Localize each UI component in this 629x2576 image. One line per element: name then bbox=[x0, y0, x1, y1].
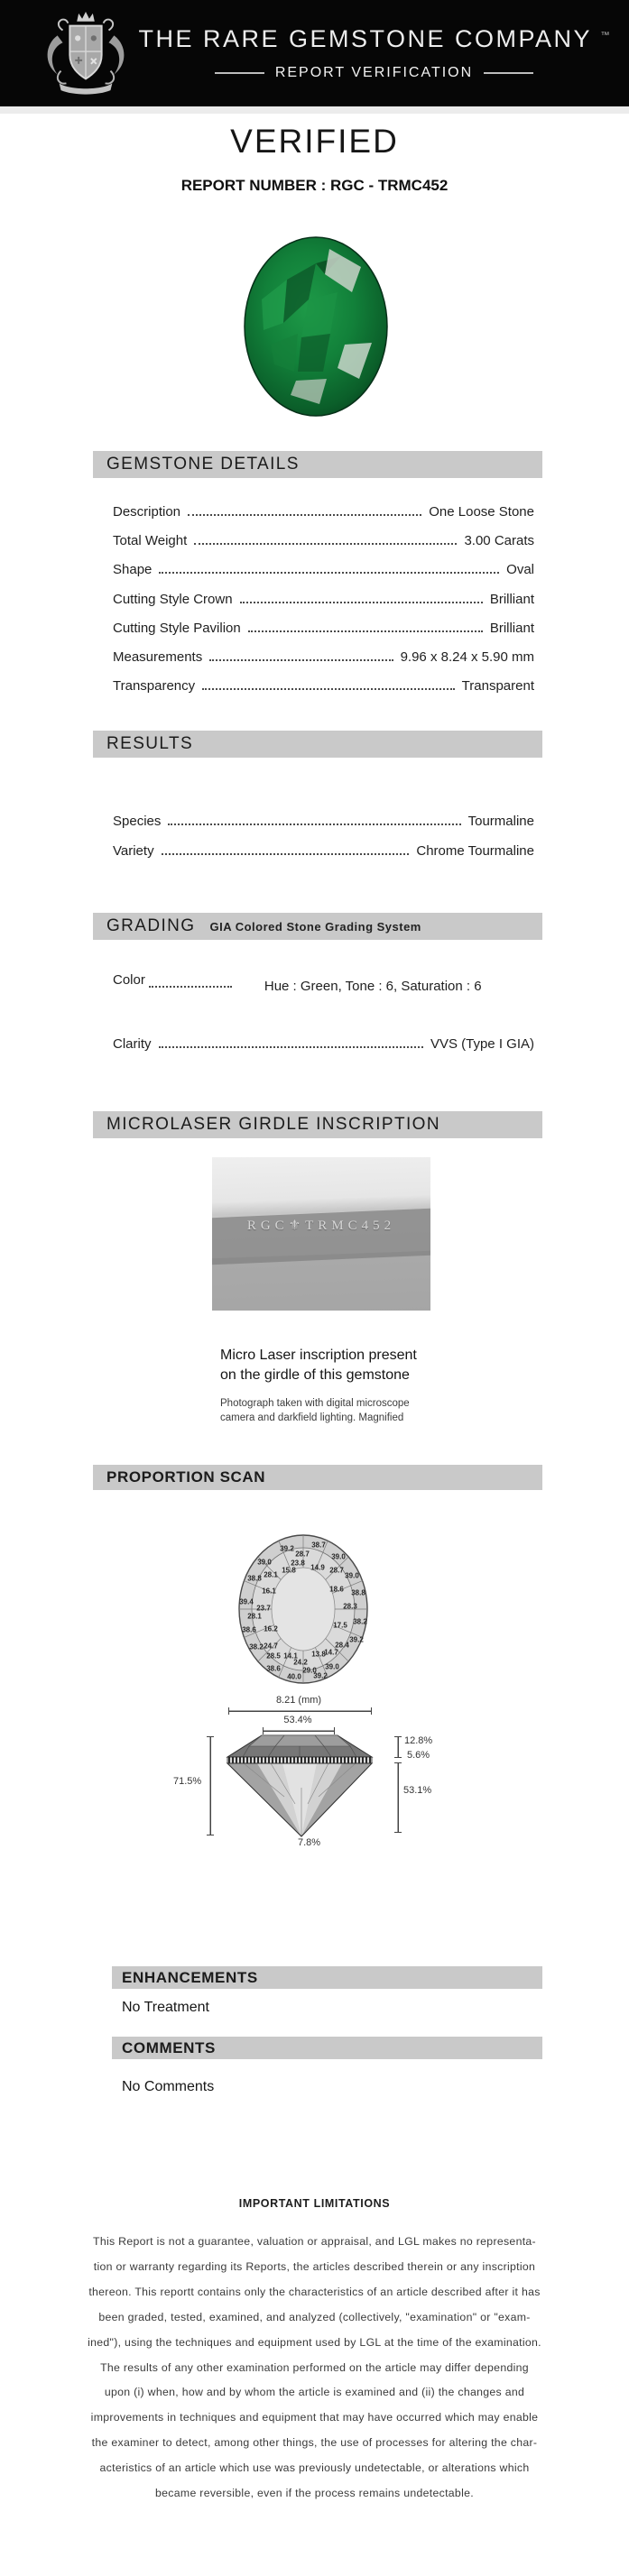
row-label: Transparency bbox=[113, 678, 196, 695]
crest-icon bbox=[42, 9, 130, 97]
girdle-thickness-label: 5.6% bbox=[407, 1750, 430, 1761]
facet-percentage-label: 13.8 bbox=[311, 1650, 326, 1659]
row-label: Measurements bbox=[113, 649, 203, 666]
gemstone-details-rows bbox=[113, 497, 534, 701]
dotted-leader bbox=[194, 542, 457, 545]
results-rows bbox=[113, 806, 534, 866]
facet-percentage-label: 28.5 bbox=[266, 1651, 281, 1661]
limitations-title: IMPORTANT LIMITATIONS bbox=[238, 2197, 391, 2210]
facet-percentage-label: 28.1 bbox=[247, 1612, 262, 1621]
facet-percentage-label: 23.8 bbox=[291, 1559, 305, 1568]
limitation-line: upon (i) when, how and by whom the article is examined and (ii) the changes and bbox=[104, 2386, 525, 2399]
table-row bbox=[113, 642, 534, 671]
facet-percentage-label: 29.0 bbox=[302, 1666, 317, 1675]
tagline-divider-right bbox=[484, 72, 533, 74]
table-percent-label: 53.4% bbox=[283, 1715, 312, 1725]
facet-percentage-label: 14.9 bbox=[310, 1563, 325, 1572]
crown-height-label: 12.8% bbox=[404, 1735, 433, 1746]
facet-percentage-label: 24.2 bbox=[293, 1658, 308, 1667]
proportion-profile-diagram bbox=[221, 1734, 402, 1840]
side-profile-gem-drawing bbox=[221, 1734, 402, 1840]
row-value: VVS (Type I GIA) bbox=[430, 1035, 534, 1052]
total-depth-label: 71.5% bbox=[173, 1776, 202, 1787]
dotted-leader bbox=[162, 852, 410, 855]
row-value: Oval bbox=[506, 562, 534, 578]
row-value: Brilliant bbox=[489, 620, 534, 636]
row-value: Chrome Tourmaline bbox=[416, 843, 534, 859]
limitation-line: The results of any other examination performed on the article may differ depending bbox=[100, 2360, 529, 2374]
facet-percentage-label: 39.0 bbox=[345, 1571, 359, 1580]
limitation-line: been graded, tested, examined, and analyzed (collectively, "examination" or "exam- bbox=[98, 2310, 531, 2323]
table-row bbox=[113, 556, 534, 584]
row-label: Description bbox=[113, 503, 181, 520]
facet-percentage-label: 28.4 bbox=[335, 1641, 349, 1650]
company-name-text: THE RARE GEMSTONE COMPANY bbox=[138, 25, 592, 52]
section-header-gemstone-details: GEMSTONE DETAILS bbox=[93, 451, 542, 478]
row-value: 3.00 Carats bbox=[464, 532, 534, 548]
row-value: Transparent bbox=[461, 678, 534, 695]
facet-percentage-label: 14.7 bbox=[324, 1648, 338, 1657]
color-grade-row bbox=[113, 972, 534, 1000]
table-row bbox=[113, 1029, 534, 1058]
limitation-line: tion or warranty regarding its Reports, the articles described therein or any inscription bbox=[93, 2259, 536, 2273]
dotted-leader bbox=[149, 985, 232, 988]
proportion-top-view-diagram bbox=[230, 1529, 384, 1691]
section-header-proportion-scan: PROPORTION SCAN bbox=[93, 1465, 542, 1490]
girdle-diameter-scale-bar bbox=[228, 1707, 372, 1715]
caption-line: on the girdle of this gemstone bbox=[220, 1367, 410, 1383]
dotted-leader bbox=[240, 601, 483, 603]
facet-percentage-label: 16.1 bbox=[262, 1587, 276, 1596]
culet-label: 7.8% bbox=[298, 1837, 321, 1848]
gemstone-photo bbox=[244, 236, 388, 417]
dotted-leader bbox=[188, 513, 421, 516]
row-label: Variety bbox=[113, 843, 154, 859]
row-value: 9.96 x 8.24 x 5.90 mm bbox=[400, 649, 534, 666]
crown-height-bracket bbox=[394, 1736, 402, 1758]
clarity-grade-row bbox=[113, 1029, 534, 1058]
limitation-line: became reversible, even if the process remains undetectable. bbox=[155, 2487, 474, 2500]
facet-percentage-label: 38.6 bbox=[266, 1664, 281, 1673]
facet-percentage-label: 17.5 bbox=[333, 1621, 347, 1630]
dotted-leader bbox=[168, 823, 460, 825]
limitation-line: the examiner to detect, among other things, the use of processes for altering the char- bbox=[91, 2436, 538, 2450]
facet-percentage-label: 28.7 bbox=[295, 1550, 310, 1559]
dotted-leader bbox=[209, 658, 393, 661]
engraving-right: TRMC452 bbox=[305, 1219, 396, 1233]
tagline: REPORT VERIFICATION bbox=[274, 65, 474, 80]
company-name bbox=[138, 25, 609, 53]
facet-percentage-label: 28.3 bbox=[343, 1602, 357, 1611]
limitation-line: This Report is not a guarantee, valuation or appraisal, and LGL makes no representa- bbox=[93, 2235, 536, 2248]
limitation-line: thereon. This reportt contains only the characteristics of an article described after it has bbox=[88, 2285, 541, 2298]
note-line: camera and darkfield lighting. Magnified bbox=[220, 1412, 404, 1423]
girdle-diameter-label: 8.21 (mm) bbox=[275, 1695, 322, 1706]
trademark-symbol: ™ bbox=[600, 31, 610, 41]
green-oval-gem-image bbox=[244, 236, 388, 417]
photo-note bbox=[220, 1396, 410, 1425]
laser-engraving-text bbox=[212, 1217, 430, 1234]
report-number: REPORT NUMBER : RGC - TRMC452 bbox=[180, 177, 449, 194]
grading-title: GRADING bbox=[106, 916, 196, 935]
tagline-divider-left bbox=[215, 72, 264, 74]
row-value: One Loose Stone bbox=[429, 503, 534, 520]
row-label: Species bbox=[113, 814, 162, 829]
verified-status: VERIFIED bbox=[230, 123, 399, 160]
row-label: Color bbox=[113, 972, 145, 988]
facet-percentage-label: 40.0 bbox=[287, 1672, 301, 1681]
row-label: Cutting Style Pavilion bbox=[113, 620, 241, 636]
section-header-comments: COMMENTS bbox=[112, 2037, 542, 2059]
facet-percentage-label: 39.0 bbox=[325, 1662, 339, 1671]
section-header-inscription: MICROLASER GIRDLE INSCRIPTION bbox=[93, 1111, 542, 1138]
pavilion-depth-label: 53.1% bbox=[403, 1785, 432, 1796]
section-header-grading bbox=[93, 913, 542, 940]
dotted-leader bbox=[248, 630, 483, 632]
row-label: Total Weight bbox=[113, 532, 188, 548]
facet-percentage-label: 16.2 bbox=[264, 1624, 278, 1633]
color-grade-value: Hue : Green, Tone : 6, Saturation : 6 bbox=[264, 979, 482, 994]
row-value: Tourmaline bbox=[467, 814, 534, 829]
header-text bbox=[126, 0, 622, 106]
facet-percentage-label: 14.1 bbox=[283, 1651, 298, 1661]
section-header-results: RESULTS bbox=[93, 731, 542, 758]
table-row bbox=[113, 672, 534, 701]
limitations-paragraph bbox=[0, 2230, 629, 2507]
table-row bbox=[113, 497, 534, 526]
grading-system-label: GIA Colored Stone Grading System bbox=[209, 920, 421, 934]
girdle-inscription-photo bbox=[212, 1157, 430, 1311]
enhancements-value: No Treatment bbox=[122, 2000, 209, 2015]
facet-percentage-label: 18.6 bbox=[329, 1585, 344, 1594]
facet-percentage-label: 39.4 bbox=[239, 1597, 254, 1606]
row-label: Cutting Style Crown bbox=[113, 591, 233, 607]
facet-percentage-label: 28.7 bbox=[329, 1566, 344, 1575]
section-header-enhancements: ENHANCEMENTS bbox=[112, 1966, 542, 1989]
facet-percentage-label: 28.1 bbox=[264, 1570, 278, 1579]
row-label: Clarity bbox=[113, 1035, 152, 1052]
table-row bbox=[113, 806, 534, 836]
facet-percentage-label: 38.2 bbox=[353, 1617, 367, 1626]
limitation-line: ined"), using the techniques and equipment used by LGL at the time of the examination. bbox=[88, 2335, 541, 2349]
facet-percentage-label: 39.2 bbox=[313, 1671, 328, 1680]
header bbox=[0, 0, 629, 106]
topview-facet-labels bbox=[230, 1529, 384, 1691]
facet-percentage-label: 39.0 bbox=[257, 1558, 272, 1567]
table-row bbox=[113, 584, 534, 613]
limitation-line: improvements in techniques and equipment that may have occurred which may enable bbox=[90, 2411, 539, 2424]
facet-percentage-label: 38.8 bbox=[351, 1588, 365, 1597]
row-value: Brilliant bbox=[489, 591, 534, 607]
dotted-leader bbox=[159, 571, 499, 574]
limitation-line: acteristics of an article which use was previously undetectable, or alterations which bbox=[99, 2461, 530, 2475]
inscription-caption bbox=[220, 1346, 417, 1385]
company-crest-logo bbox=[42, 9, 130, 97]
facet-percentage-label: 39.2 bbox=[280, 1544, 294, 1553]
facet-percentage-label: 39.0 bbox=[331, 1552, 346, 1561]
dotted-leader bbox=[202, 687, 455, 690]
header-bottom-strip bbox=[0, 106, 629, 114]
comments-value: No Comments bbox=[122, 2079, 215, 2094]
facet-percentage-label: 39.2 bbox=[349, 1635, 364, 1644]
facet-percentage-label: 38.6 bbox=[242, 1625, 256, 1634]
tagline-row bbox=[215, 65, 533, 81]
crest-mark-icon: ⚜ bbox=[288, 1219, 306, 1233]
table-row bbox=[113, 526, 534, 555]
table-row bbox=[113, 613, 534, 642]
facet-percentage-label: 38.2 bbox=[249, 1642, 264, 1651]
caption-line: Micro Laser inscription present bbox=[220, 1348, 417, 1363]
facet-percentage-label: 23.7 bbox=[256, 1604, 271, 1613]
engraving-left: RGC bbox=[246, 1219, 289, 1233]
note-line: Photograph taken with digital microscope bbox=[220, 1398, 410, 1409]
facet-percentage-label: 24.7 bbox=[264, 1642, 278, 1651]
facet-percentage-label: 38.7 bbox=[311, 1541, 326, 1550]
table-row bbox=[113, 836, 534, 866]
dotted-leader bbox=[159, 1045, 423, 1048]
facet-percentage-label: 15.8 bbox=[282, 1566, 296, 1575]
facet-percentage-label: 38.8 bbox=[247, 1574, 262, 1583]
row-label: Shape bbox=[113, 562, 153, 578]
total-depth-bracket bbox=[207, 1736, 214, 1835]
pavilion-depth-bracket bbox=[394, 1762, 402, 1833]
